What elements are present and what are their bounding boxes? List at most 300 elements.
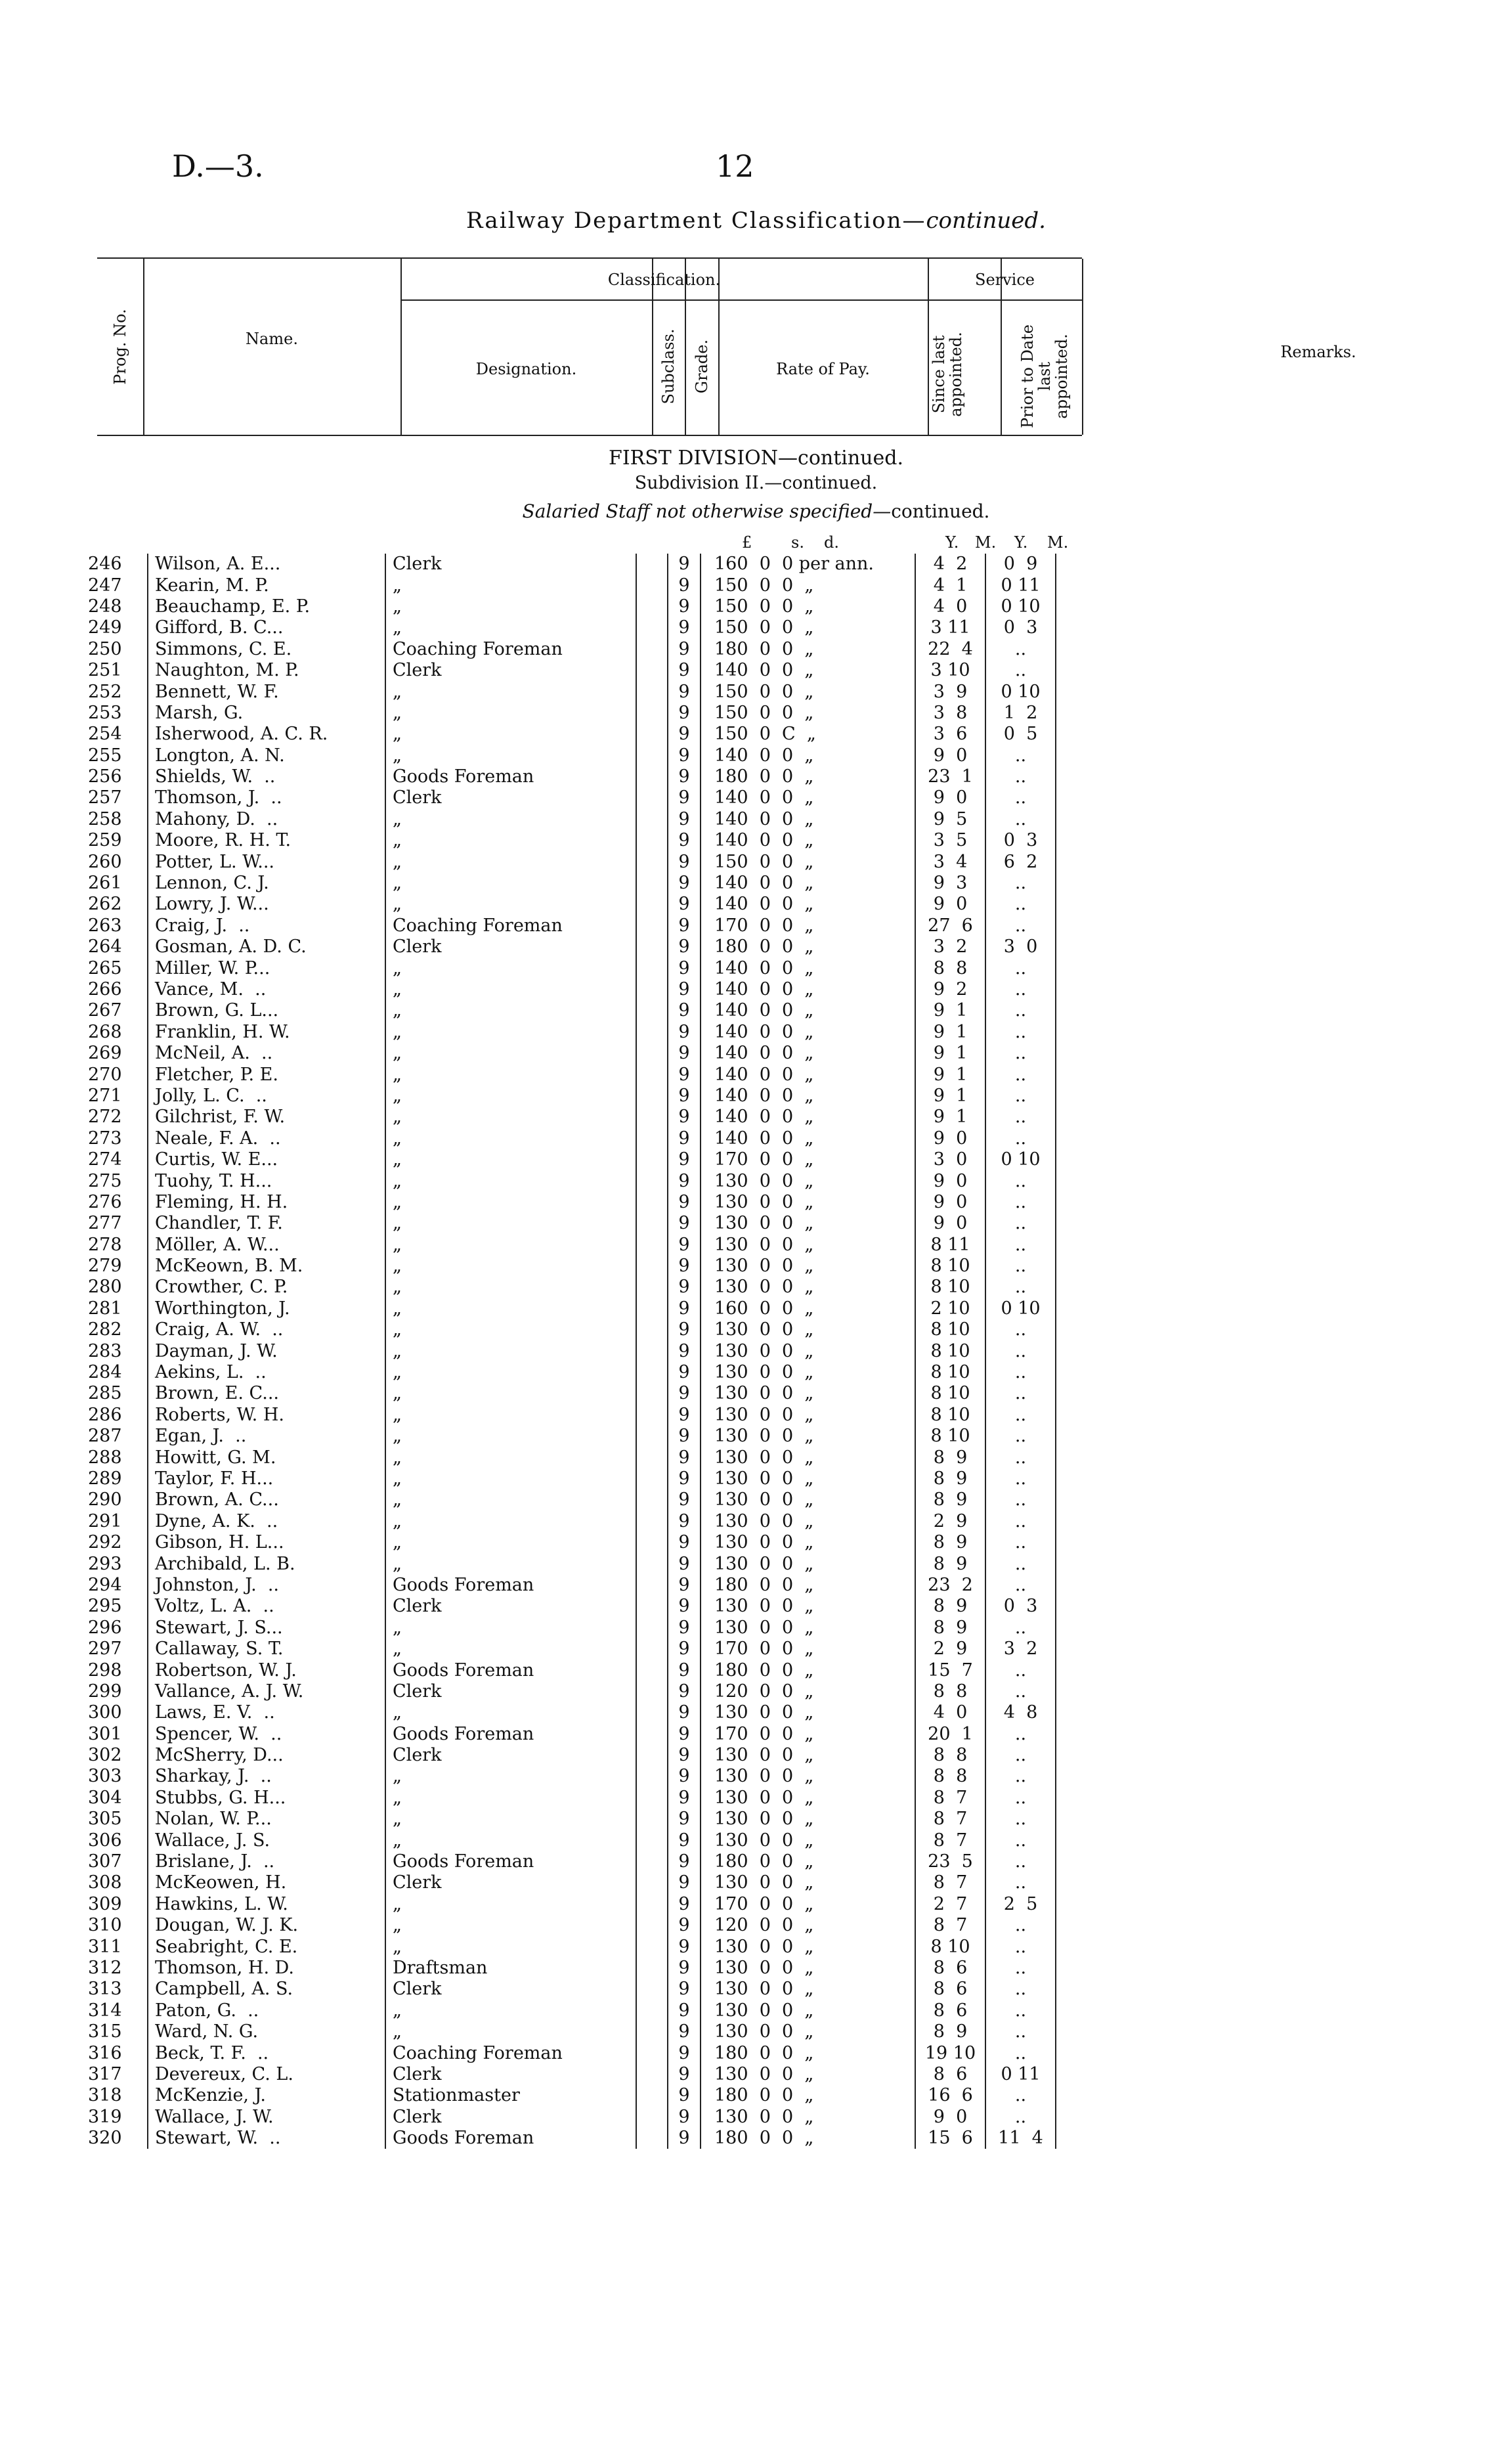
cell-since: 8 8 — [915, 957, 985, 979]
cell-sub — [636, 1426, 668, 1447]
cell-des: „ — [385, 1809, 636, 1830]
cell-prior: .. — [985, 1340, 1056, 1361]
cell-gr: 9 — [668, 1128, 701, 1149]
cell-prior: .. — [985, 1405, 1056, 1426]
cell-sub — [636, 1319, 668, 1340]
cell-rate: 150 0 0 „ — [701, 703, 915, 724]
table-row — [85, 1830, 1056, 1851]
staff-heading — [0, 500, 1512, 522]
cell-since: 8 7 — [915, 1872, 985, 1893]
cell-des: Clerk — [385, 1979, 636, 2000]
table-row — [85, 1489, 1056, 1510]
cell-prior: .. — [985, 2021, 1056, 2042]
cell-since: 8 8 — [915, 1681, 985, 1702]
cell-des: „ — [385, 1064, 636, 1085]
table-row — [85, 1213, 1056, 1234]
cell-gr: 9 — [668, 1000, 701, 1021]
cell-gr: 9 — [668, 660, 701, 681]
cell-sub — [636, 2107, 668, 2128]
cell-name: Brown, E. C... — [148, 1383, 385, 1404]
cell-name: Chandler, T. F. — [148, 1213, 385, 1234]
table-row — [85, 1936, 1056, 1957]
cell-since: 2 9 — [915, 1511, 985, 1532]
cell-rate: 150 0 0 „ — [701, 575, 915, 596]
table-row — [85, 2064, 1056, 2085]
cell-sub — [636, 596, 668, 617]
table-row — [85, 1022, 1056, 1043]
cell-name: Howitt, G. M. — [148, 1447, 385, 1468]
cell-rate: 140 0 0 „ — [701, 745, 915, 766]
cell-gr: 9 — [668, 724, 701, 745]
table-row — [85, 596, 1056, 617]
prior-header: Prior to Date last appointed. — [1018, 324, 1071, 428]
cell-gr: 9 — [668, 809, 701, 830]
cell-des: „ — [385, 1086, 636, 1107]
cell-des: Clerk — [385, 1596, 636, 1617]
cell-gr: 9 — [668, 1362, 701, 1383]
cell-prior: .. — [985, 1745, 1056, 1766]
cell-name: Worthington, J. — [148, 1298, 385, 1319]
table-row — [85, 1788, 1056, 1809]
cell-gr: 9 — [668, 1086, 701, 1107]
cell-since: 9 1 — [915, 1000, 985, 1021]
cell-name: Moore, R. H. T. — [148, 830, 385, 851]
cell-since: 8 10 — [915, 1340, 985, 1361]
cell-name: Vallance, A. J. W. — [148, 1681, 385, 1702]
cell-des: „ — [385, 979, 636, 1000]
staff-heading-main: Salaried Staff not otherwise specified— — [522, 500, 892, 522]
cell-des: „ — [385, 1553, 636, 1574]
name-header: Name. — [246, 330, 298, 348]
cell-prior: .. — [985, 1788, 1056, 1809]
cell-prior: .. — [985, 809, 1056, 830]
cell-gr: 9 — [668, 1894, 701, 1915]
cell-des: „ — [385, 1639, 636, 1660]
cell-rate: 130 0 0 „ — [701, 1383, 915, 1404]
unit-pence: d. — [824, 533, 839, 552]
cell-since: 3 5 — [915, 830, 985, 851]
cell-no: 286 — [88, 1404, 122, 1425]
cell-prior: 2 5 — [985, 1894, 1056, 1915]
designation-header: Designation. — [475, 360, 577, 378]
cell-rate: 180 0 0 „ — [701, 2128, 915, 2149]
cell-prior: 3 0 — [985, 936, 1056, 957]
cell-rate: 130 0 0 „ — [701, 1553, 915, 1574]
cell-no: 295 — [88, 1596, 122, 1617]
cell-since: 23 1 — [915, 766, 985, 787]
cell-gr: 9 — [668, 1723, 701, 1744]
cell-since: 9 0 — [915, 1170, 985, 1191]
table-row — [85, 1723, 1056, 1744]
cell-no: 305 — [88, 1809, 122, 1830]
cell-gr: 9 — [668, 1553, 701, 1574]
cell-gr: 9 — [668, 873, 701, 894]
cell-gr: 9 — [668, 1830, 701, 1851]
cell-prior: .. — [985, 1766, 1056, 1787]
cell-name: Spencer, W. .. — [148, 1723, 385, 1744]
cell-no: 320 — [88, 2128, 122, 2149]
cell-name: Craig, A. W. .. — [148, 1319, 385, 1340]
cell-name: Longton, A. N. — [148, 745, 385, 766]
cell-name: Wilson, A. E... — [148, 554, 385, 575]
cell-sub — [636, 1596, 668, 1617]
table-row — [85, 724, 1056, 745]
cell-prior: 0 3 — [985, 1596, 1056, 1617]
cell-name: Devereux, C. L. — [148, 2064, 385, 2085]
cell-no: 261 — [88, 873, 122, 894]
cell-des: „ — [385, 1915, 636, 1936]
cell-rate: 130 0 0 „ — [701, 1830, 915, 1851]
cell-rate: 130 0 0 „ — [701, 2064, 915, 2085]
cell-rate: 170 0 0 „ — [701, 1723, 915, 1744]
cell-name: Gosman, A. D. C. — [148, 936, 385, 957]
cell-sub — [636, 1362, 668, 1383]
cell-prior: .. — [985, 1851, 1056, 1872]
cell-rate: 130 0 0 „ — [701, 1936, 915, 1957]
unit-years-prior: Y. — [1014, 533, 1028, 552]
cell-prior: .. — [985, 1022, 1056, 1043]
table-row — [85, 1383, 1056, 1404]
cell-name: Naughton, M. P. — [148, 660, 385, 681]
cell-since: 3 8 — [915, 703, 985, 724]
cell-des: „ — [385, 681, 636, 702]
cell-name: Voltz, L. A. .. — [148, 1596, 385, 1617]
cell-gr: 9 — [668, 1915, 701, 1936]
cell-rate: 150 0 C „ — [701, 724, 915, 745]
cell-prior: 0 10 — [985, 1149, 1056, 1170]
cell-no: 304 — [88, 1787, 122, 1808]
cell-gr: 9 — [668, 1426, 701, 1447]
table-row — [85, 936, 1056, 957]
cell-since: 8 9 — [915, 1532, 985, 1553]
cell-name: Gibson, H. L... — [148, 1532, 385, 1553]
cell-rate: 130 0 0 „ — [701, 1340, 915, 1361]
cell-name: Fletcher, P. E. — [148, 1064, 385, 1085]
cell-rate: 140 0 0 „ — [701, 830, 915, 851]
cell-rate: 140 0 0 „ — [701, 1128, 915, 1149]
cell-prior: 0 5 — [985, 724, 1056, 745]
cell-gr: 9 — [668, 1149, 701, 1170]
table-row — [85, 1745, 1056, 1766]
cell-rate: 160 0 0 „ — [701, 1298, 915, 1319]
cell-sub — [636, 830, 668, 851]
cell-since: 3 6 — [915, 724, 985, 745]
cell-no: 259 — [88, 830, 122, 851]
cell-no: 265 — [88, 957, 122, 979]
cell-name: Thomson, J. .. — [148, 787, 385, 808]
cell-gr: 9 — [668, 830, 701, 851]
cell-no: 254 — [88, 724, 122, 745]
cell-no: 262 — [88, 894, 122, 915]
cell-sub — [636, 851, 668, 872]
cell-gr: 9 — [668, 851, 701, 872]
cell-sub — [636, 2042, 668, 2063]
cell-prior: 1 2 — [985, 703, 1056, 724]
cell-since: 3 2 — [915, 936, 985, 957]
cell-sub — [636, 873, 668, 894]
cell-gr: 9 — [668, 1618, 701, 1639]
cell-sub — [636, 1723, 668, 1744]
cell-prior: .. — [985, 1362, 1056, 1383]
cell-since: 9 0 — [915, 1213, 985, 1234]
cell-no: 281 — [88, 1298, 122, 1319]
cell-name: Fleming, H. H. — [148, 1192, 385, 1213]
cell-rate: 130 0 0 „ — [701, 1979, 915, 2000]
page-number: 12 — [716, 148, 754, 184]
cell-no: 293 — [88, 1553, 122, 1574]
cell-name: Seabright, C. E. — [148, 1936, 385, 1957]
cell-prior: .. — [985, 979, 1056, 1000]
table-row — [85, 1128, 1056, 1149]
cell-since: 9 0 — [915, 745, 985, 766]
cell-prior: .. — [985, 1809, 1056, 1830]
cell-prior: .. — [985, 1915, 1056, 1936]
cell-rate: 170 0 0 „ — [701, 1639, 915, 1660]
cell-no: 285 — [88, 1383, 122, 1404]
cell-prior: .. — [985, 2085, 1056, 2106]
table-row — [85, 2085, 1056, 2106]
table-row — [85, 1979, 1056, 2000]
cell-rate: 130 0 0 „ — [701, 1447, 915, 1468]
cell-name: Bennett, W. F. — [148, 681, 385, 702]
cell-rate: 180 0 0 „ — [701, 2042, 915, 2063]
cell-gr: 9 — [668, 1489, 701, 1510]
table-row — [85, 1639, 1056, 1660]
cell-rate: 150 0 0 „ — [701, 681, 915, 702]
cell-rate: 130 0 0 „ — [701, 1809, 915, 1830]
table-row — [85, 1405, 1056, 1426]
cell-since: 3 9 — [915, 681, 985, 702]
table-row — [85, 1702, 1056, 1723]
cell-des: „ — [385, 1405, 636, 1426]
cell-since: 8 10 — [915, 1319, 985, 1340]
cell-gr: 9 — [668, 1383, 701, 1404]
cell-des: „ — [385, 2000, 636, 2021]
cell-prior: .. — [985, 1618, 1056, 1639]
cell-no: 263 — [88, 915, 122, 936]
cell-no: 267 — [88, 1000, 122, 1021]
cell-since: 8 9 — [915, 1618, 985, 1639]
cell-rate: 130 0 0 „ — [701, 1170, 915, 1191]
cell-no: 309 — [88, 1893, 122, 1914]
cell-prior: .. — [985, 639, 1056, 660]
table-row — [85, 1235, 1056, 1256]
cell-prior: .. — [985, 915, 1056, 936]
cell-gr: 9 — [668, 1213, 701, 1234]
cell-name: Jolly, L. C. .. — [148, 1086, 385, 1107]
cell-no: 303 — [88, 1766, 122, 1787]
cell-sub — [636, 1872, 668, 1893]
cell-sub — [636, 703, 668, 724]
cell-sub — [636, 2085, 668, 2106]
cell-since: 8 9 — [915, 1596, 985, 1617]
cell-des: „ — [385, 1383, 636, 1404]
cell-no: 273 — [88, 1128, 122, 1149]
cell-sub — [636, 724, 668, 745]
cell-rate: 180 0 0 „ — [701, 766, 915, 787]
prog-no-header: Prog. No. — [111, 309, 129, 385]
cell-no: 315 — [88, 2021, 122, 2042]
table-row — [85, 745, 1056, 766]
cell-name: Gifford, B. C... — [148, 617, 385, 638]
cell-prior: .. — [985, 1681, 1056, 1702]
cell-name: Isherwood, A. C. R. — [148, 724, 385, 745]
cell-since: 8 7 — [915, 1809, 985, 1830]
table-row — [85, 1596, 1056, 1617]
cell-gr: 9 — [668, 681, 701, 702]
cell-gr: 9 — [668, 1064, 701, 1085]
table-row — [85, 1277, 1056, 1298]
cell-since: 8 10 — [915, 1405, 985, 1426]
cell-gr: 9 — [668, 1660, 701, 1681]
cell-rate: 140 0 0 „ — [701, 1064, 915, 1085]
table-row — [85, 1915, 1056, 1936]
cell-since: 8 6 — [915, 2064, 985, 2085]
cell-since: 8 8 — [915, 1766, 985, 1787]
cell-name: Stewart, J. S... — [148, 1618, 385, 1639]
cell-name: Hawkins, L. W. — [148, 1894, 385, 1915]
cell-since: 8 10 — [915, 1426, 985, 1447]
cell-prior: .. — [985, 745, 1056, 766]
cell-prior: 0 9 — [985, 554, 1056, 575]
cell-rate: 160 0 0 per ann. — [701, 554, 915, 575]
cell-rate: 130 0 0 „ — [701, 1256, 915, 1277]
cell-sub — [636, 1766, 668, 1787]
cell-no: 292 — [88, 1532, 122, 1553]
cell-rate: 130 0 0 „ — [701, 1192, 915, 1213]
cell-gr: 9 — [668, 2128, 701, 2149]
cell-des: „ — [385, 809, 636, 830]
cell-rate: 130 0 0 „ — [701, 1788, 915, 1809]
cell-sub — [636, 1340, 668, 1361]
cell-rate: 170 0 0 „ — [701, 1894, 915, 1915]
cell-rate: 170 0 0 „ — [701, 1149, 915, 1170]
cell-des: „ — [385, 1340, 636, 1361]
remarks-header: Remarks. — [1280, 343, 1356, 361]
cell-no: 294 — [88, 1574, 122, 1595]
cell-since: 8 10 — [915, 1362, 985, 1383]
cell-sub — [636, 639, 668, 660]
cell-rate: 140 0 0 „ — [701, 809, 915, 830]
cell-gr: 9 — [668, 1277, 701, 1298]
cell-prior: .. — [985, 1958, 1056, 1979]
cell-des: „ — [385, 1830, 636, 1851]
cell-des: „ — [385, 1489, 636, 1510]
cell-gr: 9 — [668, 936, 701, 957]
cell-rate: 130 0 0 „ — [701, 2021, 915, 2042]
table-row — [85, 1319, 1056, 1340]
cell-gr: 9 — [668, 766, 701, 787]
cell-gr: 9 — [668, 1532, 701, 1553]
cell-name: Lowry, J. W... — [148, 894, 385, 915]
unit-months-since: M. — [975, 533, 997, 552]
cell-sub — [636, 2064, 668, 2085]
cell-sub — [636, 1511, 668, 1532]
cell-sub — [636, 766, 668, 787]
cell-gr: 9 — [668, 979, 701, 1000]
cell-no: 313 — [88, 1979, 122, 2000]
cell-name: Stubbs, G. H... — [148, 1788, 385, 1809]
cell-no: 319 — [88, 2106, 122, 2127]
cell-since: 8 6 — [915, 1958, 985, 1979]
cell-since: 9 3 — [915, 873, 985, 894]
cell-no: 312 — [88, 1957, 122, 1978]
cell-since: 4 0 — [915, 1702, 985, 1723]
cell-prior: .. — [985, 1936, 1056, 1957]
cell-name: Dayman, J. W. — [148, 1340, 385, 1361]
cell-no: 268 — [88, 1021, 122, 1042]
cell-sub — [636, 745, 668, 766]
cell-rate: 150 0 0 „ — [701, 617, 915, 638]
cell-rate: 130 0 0 „ — [701, 1511, 915, 1532]
cell-name: Roberts, W. H. — [148, 1405, 385, 1426]
cell-gr: 9 — [668, 1340, 701, 1361]
cell-prior: .. — [985, 660, 1056, 681]
cell-since: 8 9 — [915, 2021, 985, 2042]
cell-rate: 140 0 0 „ — [701, 787, 915, 808]
cell-rate: 120 0 0 „ — [701, 1681, 915, 1702]
cell-gr: 9 — [668, 1511, 701, 1532]
cell-des: „ — [385, 617, 636, 638]
cell-since: 9 2 — [915, 979, 985, 1000]
cell-des: „ — [385, 1192, 636, 1213]
table-row — [85, 660, 1056, 681]
cell-since: 27 6 — [915, 915, 985, 936]
cell-name: Kearin, M. P. — [148, 575, 385, 596]
cell-prior: .. — [985, 1170, 1056, 1191]
cell-since: 4 2 — [915, 554, 985, 575]
cell-gr: 9 — [668, 1596, 701, 1617]
cell-no: 290 — [88, 1489, 122, 1510]
table-row — [85, 2042, 1056, 2063]
table-row — [85, 1894, 1056, 1915]
table-row — [85, 894, 1056, 915]
cell-sub — [636, 1468, 668, 1489]
cell-no: 253 — [88, 702, 122, 723]
cell-prior: .. — [985, 1235, 1056, 1256]
cell-gr: 9 — [668, 2042, 701, 2063]
cell-prior: .. — [985, 1128, 1056, 1149]
cell-sub — [636, 1405, 668, 1426]
cell-sub — [636, 1489, 668, 1510]
cell-no: 288 — [88, 1447, 122, 1468]
cell-name: Neale, F. A. .. — [148, 1128, 385, 1149]
cell-gr: 9 — [668, 1872, 701, 1893]
cell-des: Goods Foreman — [385, 2128, 636, 2149]
cell-prior: .. — [985, 1511, 1056, 1532]
table-row — [85, 2107, 1056, 2128]
cell-rate: 140 0 0 „ — [701, 1043, 915, 1064]
cell-prior: 0 10 — [985, 681, 1056, 702]
table-row — [85, 1618, 1056, 1639]
cell-since: 3 10 — [915, 660, 985, 681]
cell-name: Gilchrist, F. W. — [148, 1107, 385, 1128]
table-row — [85, 1872, 1056, 1893]
cell-des: „ — [385, 1319, 636, 1340]
cell-rate: 140 0 0 „ — [701, 1000, 915, 1021]
cell-des: Clerk — [385, 1681, 636, 1702]
table-row — [85, 2128, 1056, 2149]
cell-no: 277 — [88, 1213, 122, 1234]
cell-no: 283 — [88, 1340, 122, 1361]
cell-since: 8 11 — [915, 1235, 985, 1256]
table-row — [85, 830, 1056, 851]
cell-sub — [636, 1064, 668, 1085]
cell-prior: .. — [985, 766, 1056, 787]
cell-des: Goods Foreman — [385, 766, 636, 787]
cell-no: 289 — [88, 1468, 122, 1489]
cell-prior: .. — [985, 1213, 1056, 1234]
